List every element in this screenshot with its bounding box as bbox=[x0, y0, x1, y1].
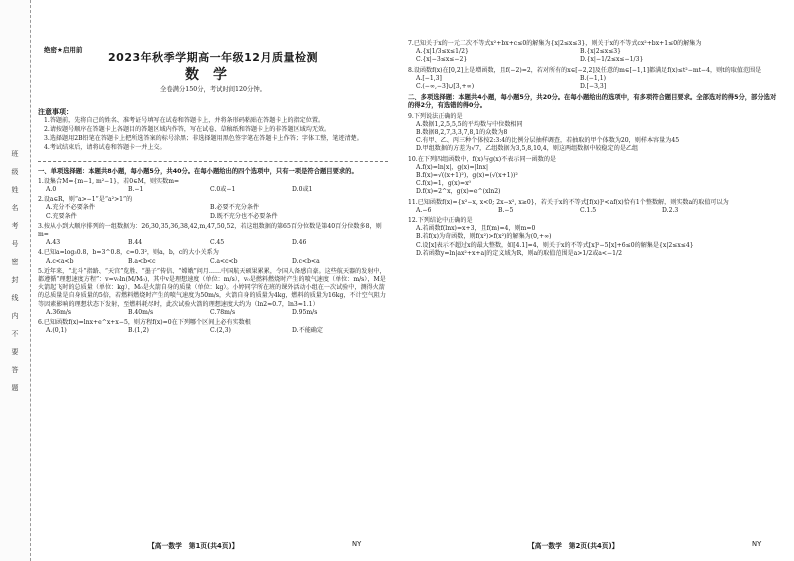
question-list-right bbox=[408, 40, 778, 91]
answer-option: C.{x|−3≤x≤−2} bbox=[416, 56, 468, 64]
footer-code-1: NY bbox=[352, 540, 362, 548]
option-list bbox=[46, 186, 388, 194]
answer-option: A.充分不必要条件 bbox=[46, 204, 95, 212]
binding-mark: 班 bbox=[11, 150, 19, 158]
option-list bbox=[46, 239, 388, 247]
notice-item: 4.考试结束后，请将试卷和答题卡一并上交。 bbox=[44, 144, 166, 152]
question bbox=[408, 67, 778, 92]
answer-option: D.46 bbox=[292, 239, 307, 247]
binding-mark: 姓 bbox=[11, 186, 19, 194]
question-stem: 8.设函数f(x)在[0,2]上是增函数，且f(−2)=2，若对所有的x∈[−2,2]及任意的m∈[−1,1]都满足f(x)≤t²−mt−4，则t的取值范围是 bbox=[408, 66, 762, 74]
option-list bbox=[46, 327, 388, 335]
footer-page-1: 【高一数学 第1页(共4页)】 bbox=[148, 542, 239, 550]
option-list bbox=[416, 121, 778, 154]
answer-option: D.2.3 bbox=[662, 206, 679, 214]
notice-list bbox=[38, 117, 388, 153]
notice-title: 注意事项： bbox=[38, 107, 73, 116]
option-list bbox=[46, 204, 388, 220]
question bbox=[408, 217, 778, 258]
divider bbox=[38, 161, 388, 162]
binding-mark: 密 bbox=[11, 258, 19, 266]
answer-option: C.a<c<b bbox=[210, 257, 238, 265]
question-stem: 3.按从小到大顺序排列的一组数据为：26,30,35,36,38,42,m,47,50,52，若这组数据的第65百分位数是第40百分位数多8，则m= bbox=[38, 222, 382, 239]
answer-option: D.若函数y=ln|ax²+x+a|的定义域为R，则a的取值范围是a>1/2或a<−1/2 bbox=[416, 249, 622, 257]
answer-option: B.(1,2) bbox=[128, 327, 149, 335]
section-heading-single-choice: 一、单项选择题：本题共8小题，每小题5分，共40分。在每小题给出的四个选项中，只有一项是符合题目要求的。 bbox=[38, 167, 358, 175]
question-stem: 1.设集合M={m−1, m²−1}，若0∈M，则实数m= bbox=[38, 177, 180, 185]
score-line: 全卷满分150分，考试时间120分钟。 bbox=[160, 86, 266, 94]
answer-option: A.36m/s bbox=[46, 308, 72, 316]
notice-item: 3.选择题用2B铅笔在答题卡上把所选答案的标号涂黑；非选择题用黑色签字笔在答题卡上作答；字体工整，笔迹清楚。 bbox=[44, 135, 363, 143]
answer-option: C.设[x]表示不超过x的最大整数，如[4.1]=4，则关于x的不等式[x]²−5[x]+6≤0的解集是{x|2≤x≤4} bbox=[416, 241, 694, 249]
footer-page-2: 【高一数学 第2页(共4页)】 bbox=[528, 542, 619, 550]
question bbox=[408, 113, 778, 154]
footer-code-2: NY bbox=[752, 540, 762, 548]
question bbox=[38, 319, 388, 335]
answer-option: B.必要不充分条件 bbox=[210, 204, 260, 212]
question-stem: 4.已知a=log₃0.8，b=3^0.8，c=0.3²，则a，b，c的大小关系为 bbox=[38, 249, 219, 257]
binding-mark: 线 bbox=[11, 294, 19, 302]
answer-option: A.43 bbox=[46, 239, 61, 247]
binding-mark: 号 bbox=[11, 240, 19, 248]
question-list-right-2 bbox=[408, 113, 778, 258]
answer-option: C.f(x)=1，g(x)=x⁰ bbox=[416, 180, 471, 188]
binding-mark: 内 bbox=[11, 312, 19, 320]
answer-option: A.c<a<b bbox=[46, 257, 74, 265]
answer-option: D.{x|−1/2≤x≤−1/3} bbox=[580, 56, 644, 64]
binding-mark: 要 bbox=[11, 348, 19, 356]
question-stem: 2.设a∈R，则“a>−1”是“a²>1”的 bbox=[38, 196, 133, 204]
binding-mark: 名 bbox=[11, 204, 19, 212]
answer-option: D.f(x)=2^x，g(x)=e^(xln2) bbox=[416, 188, 501, 196]
question bbox=[38, 196, 388, 221]
question-stem: 10.在下列四组函数中，f(x)与g(x)不表示同一函数的是 bbox=[408, 155, 557, 163]
option-list bbox=[416, 75, 778, 91]
option-list bbox=[416, 207, 778, 215]
answer-option: B.(−1,1) bbox=[580, 74, 606, 82]
question bbox=[408, 199, 778, 215]
answer-option: C.1.5 bbox=[580, 206, 597, 214]
binding-mark: 不 bbox=[11, 330, 19, 338]
notice-item: 2.请按题号顺序在答题卡上各题目的答题区域内作答，写在试卷、草稿纸和答题卡上的非答题区域均无效。 bbox=[44, 126, 331, 134]
question bbox=[38, 178, 388, 194]
answer-option: D.0或1 bbox=[292, 186, 313, 194]
answer-option: D.不能确定 bbox=[292, 327, 323, 335]
option-list bbox=[46, 258, 388, 266]
answer-option: C.45 bbox=[210, 239, 225, 247]
binding-mark: 级 bbox=[11, 168, 19, 176]
answer-option: A.−6 bbox=[416, 206, 432, 214]
page-left bbox=[38, 38, 388, 335]
question-stem: 7.已知关于x的一元二次不等式x²+bx+c≤0的解集为{x|2≤x≤3}，则关于x的不等式cx²+bx+1≤0的解集为 bbox=[408, 40, 702, 47]
page-right bbox=[408, 38, 778, 258]
question-stem: 12.下列结论中正确的是 bbox=[408, 217, 473, 225]
answer-option: B.−1 bbox=[128, 186, 144, 194]
answer-option: C.充要条件 bbox=[46, 212, 77, 220]
answer-option: D.95m/s bbox=[292, 308, 318, 316]
binding-mark: 题 bbox=[11, 384, 19, 392]
answer-option: B.{x|2≤x≤3} bbox=[580, 48, 622, 56]
notice-item: 1.答题前，先将自己的姓名、准考证号填写在试卷和答题卡上，并将条形码粘贴在答题卡上的指定位置。 bbox=[44, 116, 325, 124]
binding-mark: 答 bbox=[11, 366, 19, 374]
answer-option: A.数据1,2,5,5,5的平均数与中位数相同 bbox=[416, 120, 523, 128]
question-list-left bbox=[38, 178, 388, 336]
answer-option: C.(2,3) bbox=[210, 327, 231, 335]
question-stem: 6.已知函数f(x)=lnx+e^x+x−5，则方程f(x)=0在下列哪个区间上必有实数根 bbox=[38, 319, 251, 327]
question-stem: 11.已知函数f(x)={x²−x, x<0; 2x−x², x≥0}，若关于x的不等式[f(x)]²<af(x)恰有1个整数解，则实数a的取值可以为 bbox=[408, 198, 729, 206]
question bbox=[408, 40, 778, 65]
answer-option: D.c<b<a bbox=[292, 257, 320, 265]
question bbox=[38, 249, 388, 265]
question-stem: 5.近年来，“北斗”指路、“天宫”览胜、“墨子”传信、“嫦娥”问月……中国航天硕果累累，令国人备感自豪。这些航天器的发射中，都遵循“理想速度方程”：v=v₀ln(M/M₀)，其中v是理想速度（单位：m/s），v₀是燃料燃烧时产生的喷气速度（单位：m/s），M是火箭起飞时的总质量（单位：kg），M₀是火箭自身的质量（单位：kg）。小婷同学所在班的课外活动小组在一次试验中，测得火箭的总质量是自身质量的5倍，若燃料燃烧时产生的喷气速度为50m/s，火箭自身的质量为4kg，燃料的质量为16kg，不计空气阻力等因素影响的理想状态下发射，至燃料耗尽时，此次试验火箭的理想速度大约为（ln2≈0.7，ln3≈1.1） bbox=[38, 267, 387, 308]
answer-option: C.有甲、乙、丙三种个体按2:3:4的比例分层抽样调查，若抽取的甲个体数为20，则样本容量为45 bbox=[416, 137, 680, 145]
question bbox=[38, 268, 388, 317]
answer-option: B.数据8,2,7,3,3,7,8,1的众数为8 bbox=[416, 129, 508, 137]
answer-option: A.0 bbox=[46, 186, 57, 194]
confidential-label: 绝密★启用前 bbox=[44, 46, 83, 54]
option-list bbox=[46, 309, 388, 317]
answer-option: C.(−∞,−3]∪[3,+∞) bbox=[416, 83, 475, 91]
answer-option: B.40m/s bbox=[128, 308, 154, 316]
answer-option: D.既不充分也不必要条件 bbox=[210, 212, 278, 220]
subject-title: 数学 bbox=[185, 67, 241, 84]
answer-option: B.若f(x)为奇函数，则f(x²)>f(x²)的解集为(0,+∞) bbox=[416, 233, 552, 241]
option-list bbox=[416, 164, 778, 197]
answer-option: A.若函数f(lnx)=x+3，且f(m)=4，则m=0 bbox=[416, 225, 536, 233]
section-heading-multi-choice: 二、多项选择题：本题共4小题，每小题5分，共20分。在每小题给出的选项中，有多项符合题目要求。全部选对的得5分，部分选对的得2分，有选错的得0分。 bbox=[408, 94, 777, 110]
question bbox=[38, 223, 388, 248]
answer-option: A.(0,1) bbox=[46, 327, 67, 335]
answer-option: A.{x|1/3≤x≤1/2} bbox=[416, 48, 469, 56]
binding-mark: 封 bbox=[11, 276, 19, 284]
question-stem: 9.下列说法正确的是 bbox=[408, 112, 463, 120]
answer-option: C.78m/s bbox=[210, 308, 236, 316]
answer-option: B.a<b<c bbox=[128, 257, 156, 265]
option-list bbox=[416, 225, 778, 258]
answer-option: D.甲组数据的方差为√7，乙组数据为3,5,8,10,4，则这两组数据中较稳定的是乙组 bbox=[416, 145, 639, 153]
question bbox=[408, 156, 778, 197]
answer-option: D.[−3,3] bbox=[580, 83, 607, 91]
answer-option: A.f(x)=ln|x|，g(x)=|lnx| bbox=[416, 163, 489, 171]
answer-option: A.[−1,3] bbox=[416, 74, 442, 82]
binding-mark: 考 bbox=[11, 222, 19, 230]
binding-strip bbox=[0, 0, 31, 561]
option-list bbox=[416, 48, 778, 64]
answer-option: B.f(x)=√((x+1)²)，g(x)=(√(x+1))² bbox=[416, 172, 518, 180]
answer-option: B.−5 bbox=[498, 206, 514, 214]
answer-option: B.44 bbox=[128, 239, 143, 247]
answer-option: C.0或−1 bbox=[210, 186, 236, 194]
exam-title: 2023年秋季学期高一年级12月质量检测 bbox=[108, 51, 318, 64]
